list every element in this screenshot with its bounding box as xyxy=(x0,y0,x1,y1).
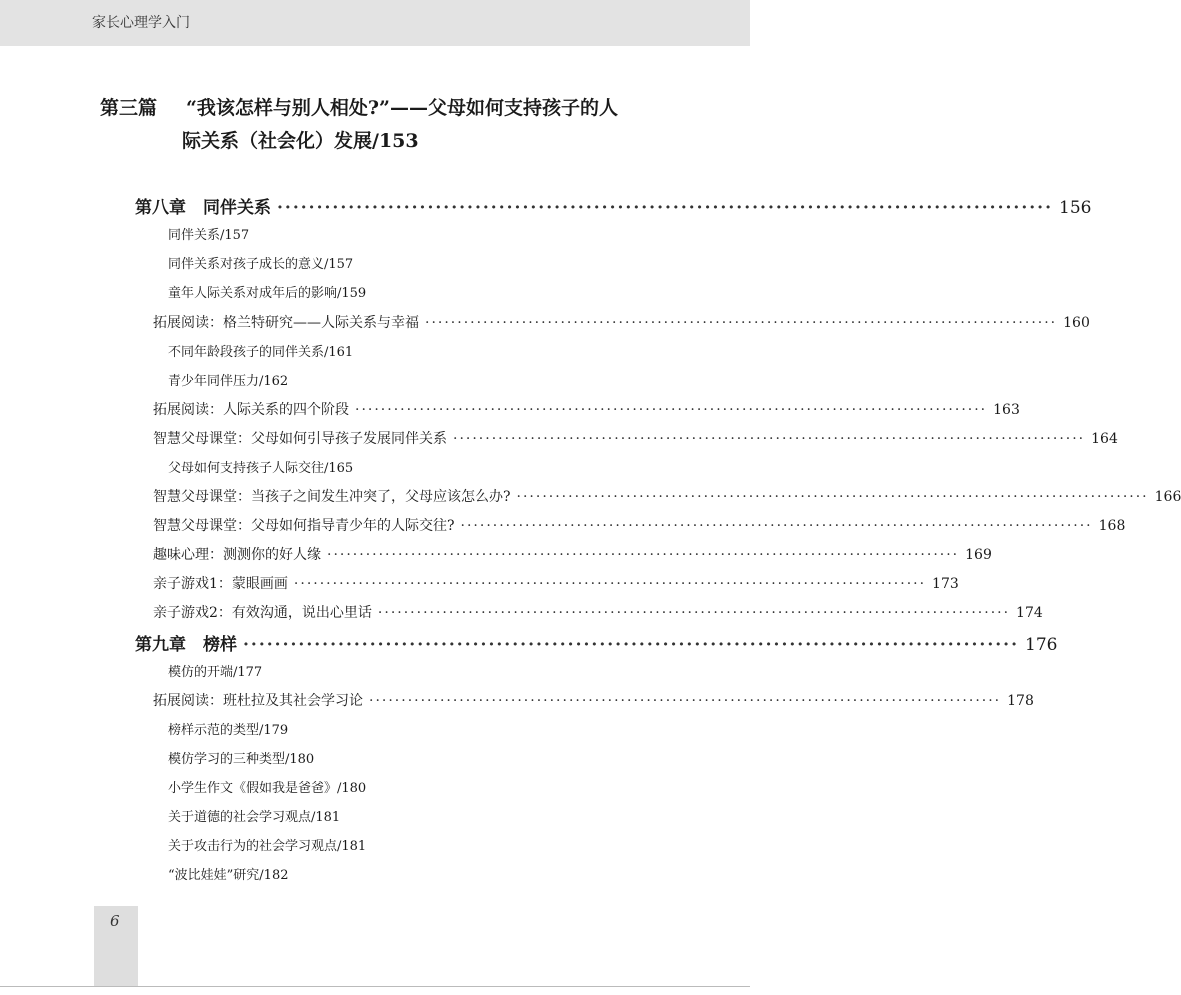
toc-leader-dots: ·································································································· xyxy=(425,315,1058,331)
toc-entry-label: 趣味心理：测测你的好人缘 xyxy=(153,547,321,563)
part-label: 第三篇 xyxy=(100,97,158,119)
toc-leader-dots: ·································································································· xyxy=(355,402,988,418)
toc-leader-dots: ·································································································· xyxy=(377,605,1011,621)
bottom-rule xyxy=(0,986,750,995)
toc-entry xyxy=(153,486,1181,506)
page-number: 6 xyxy=(110,912,120,930)
toc-entry-label: 亲子游戏1：蒙眼画画 xyxy=(153,576,288,592)
toc-entry-label: 智慧父母课堂：父母如何引导孩子发展同伴关系 xyxy=(153,431,447,447)
toc-page-number: 174 xyxy=(1016,605,1043,621)
toc-leader-dots: ·································································································· xyxy=(243,635,1020,655)
toc-leader-dots: ·································································································· xyxy=(516,489,1149,505)
running-header xyxy=(0,0,750,46)
toc-entry-label: 拓展阅读：人际关系的四个阶段 xyxy=(153,402,349,418)
toc-subentry: “波比娃娃”研究/182 xyxy=(168,868,289,883)
toc-subentry: 模仿的开端/177 xyxy=(168,665,263,680)
toc-subentry: 童年人际关系对成年后的影响/159 xyxy=(168,286,367,301)
toc-entry xyxy=(153,428,1118,448)
toc-leader-dots: ·································································································· xyxy=(453,431,1086,447)
toc-page-number: 156 xyxy=(1059,198,1092,218)
toc-page-number: 160 xyxy=(1063,315,1090,331)
toc-subentry: 关于道德的社会学习观点/181 xyxy=(168,810,341,825)
toc-page-number: 178 xyxy=(1007,693,1034,709)
toc-leader-dots: ·································································································· xyxy=(369,693,1002,709)
toc-page-number: 166 xyxy=(1154,489,1181,505)
toc-entry xyxy=(153,312,1090,332)
part-title-line-2: 际关系（社会化）发展/153 xyxy=(182,130,419,152)
toc-subentry: 榜样示范的类型/179 xyxy=(168,723,289,738)
toc-subentry: 模仿学习的三种类型/180 xyxy=(168,752,315,767)
book-title: 家长心理学入门 xyxy=(92,15,190,31)
toc-entry-label: 智慧父母课堂：父母如何指导青少年的人际交往? xyxy=(153,518,455,534)
toc-leader-dots: ·································································································· xyxy=(277,198,1054,218)
toc-page-number: 168 xyxy=(1098,518,1126,534)
toc-chapter-label: 第八章 同伴关系 xyxy=(135,198,271,218)
toc-page-number: 164 xyxy=(1091,431,1118,447)
toc-subentry: 同伴关系/157 xyxy=(168,228,250,243)
toc-chapter-9 xyxy=(135,630,1058,655)
toc-entry-label: 亲子游戏2：有效沟通，说出心里话 xyxy=(153,605,372,621)
toc-entry xyxy=(153,544,992,564)
toc-subentry: 青少年同伴压力/162 xyxy=(168,374,289,389)
toc-entry-label: 拓展阅读：班杜拉及其社会学习论 xyxy=(153,693,363,709)
toc-chapter-label: 第九章 榜样 xyxy=(135,635,237,655)
part-title-line-1: “我该怎样与别人相处?”——父母如何支持孩子的人 xyxy=(186,97,618,119)
toc-entry xyxy=(153,399,1020,419)
toc-entry xyxy=(153,573,959,593)
toc-subentry: 关于攻击行为的社会学习观点/181 xyxy=(168,839,367,854)
toc-page-number: 173 xyxy=(932,576,959,592)
toc-leader-dots: ·································································································· xyxy=(460,518,1093,534)
toc-leader-dots: ·································································································· xyxy=(293,576,927,592)
toc-chapter-8 xyxy=(135,193,1092,218)
toc-subentry: 同伴关系对孩子成长的意义/157 xyxy=(168,257,354,272)
toc-entry-label: 拓展阅读：格兰特研究——人际关系与幸福 xyxy=(153,315,419,331)
toc-subentry: 小学生作文《假如我是爸爸》/180 xyxy=(168,781,367,796)
toc-entry xyxy=(153,515,1126,535)
toc-subentry: 不同年龄段孩子的同伴关系/161 xyxy=(168,345,354,360)
toc-subentry: 父母如何支持孩子人际交往/165 xyxy=(168,461,354,476)
toc-entry-label: 智慧父母课堂：当孩子之间发生冲突了，父母应该怎么办? xyxy=(153,489,511,505)
toc-entry xyxy=(153,602,1043,622)
toc-entry xyxy=(153,690,1034,710)
toc-page-number: 176 xyxy=(1025,635,1058,655)
toc-page-number: 169 xyxy=(965,547,992,563)
toc-page-number: 163 xyxy=(993,402,1020,418)
toc-leader-dots: ·································································································· xyxy=(327,547,960,563)
